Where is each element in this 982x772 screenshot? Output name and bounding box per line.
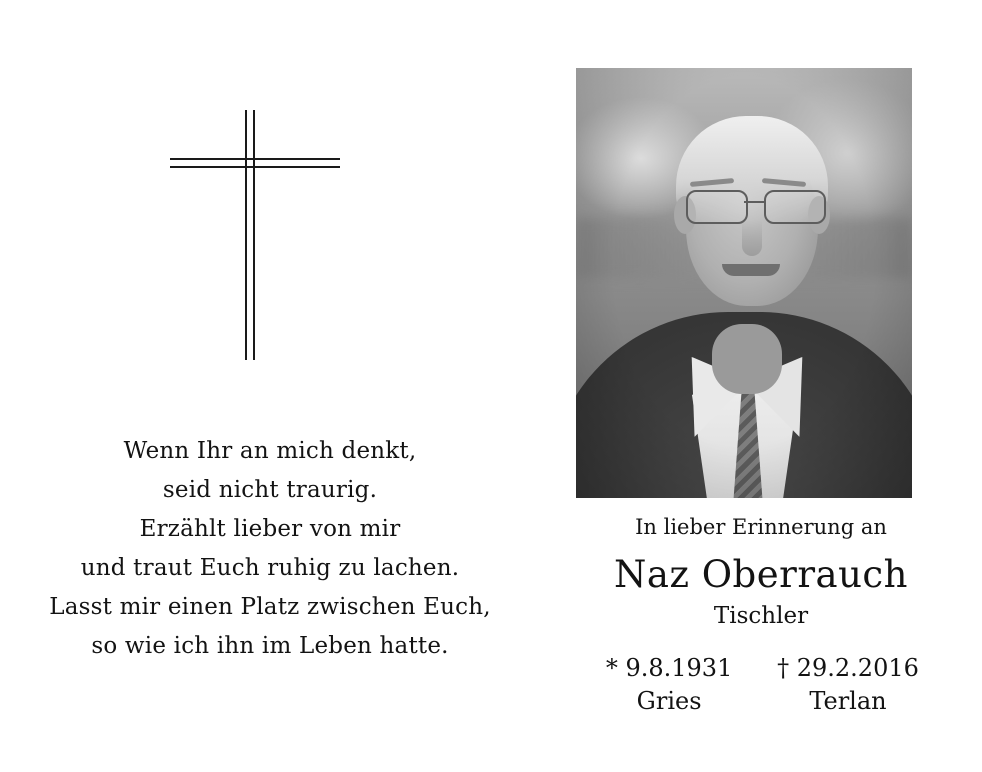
cross-horizontal-bar-1 [170,158,340,160]
verse-line: Erzählt lieber von mir [139,516,401,542]
portrait-photo [576,68,912,498]
verse-line: und traut Euch ruhig zu lachen. [80,555,460,581]
right-panel [540,0,982,772]
death-symbol: † [777,654,790,682]
verse-line: seid nicht traurig. [162,477,378,503]
cross-vertical-bar-1 [245,110,247,360]
deceased-name: Naz Oberrauch [614,553,908,596]
memorial-text-block [540,512,982,718]
birth-block [603,652,735,718]
birth-date-value: 9.8.1931 [625,654,733,682]
death-date-value: 29.2.2016 [796,654,919,682]
deceased-occupation: Tischler [713,603,809,629]
verse-line: so wie ich ihn im Leben hatte. [91,633,449,659]
birth-date [603,652,735,684]
birth-place: Gries [636,687,702,715]
verse-line: Wenn Ihr an mich denkt, [123,438,417,464]
cross-icon [170,110,340,360]
verse-line: Lasst mir einen Platz zwischen Euch, [49,594,491,620]
dates-row [540,652,982,718]
cross-vertical-bar-2 [253,110,255,360]
verse-text [0,432,540,666]
photo-vignette [576,68,912,498]
memorial-intro: In lieber Erinnerung an [635,515,887,539]
death-block [777,652,919,718]
birth-symbol: * [605,654,618,682]
cross-horizontal-bar-2 [170,166,340,168]
death-place: Terlan [809,687,887,715]
death-date [777,652,919,684]
